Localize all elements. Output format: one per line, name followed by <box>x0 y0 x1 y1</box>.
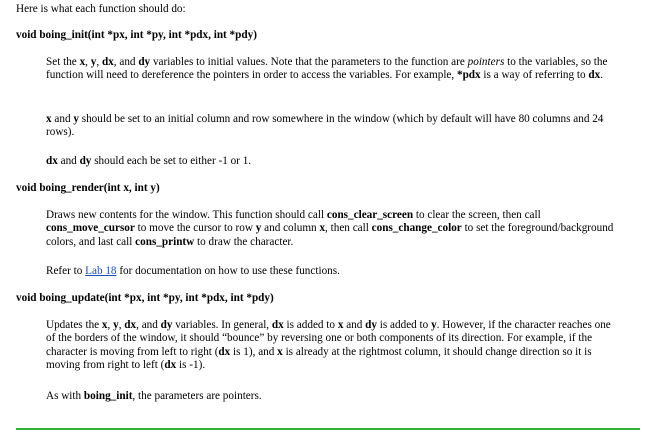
function-signature-boing-update: void boing_update(int *px, int *py, int *pdx, int *pdy) <box>16 292 274 304</box>
boing-update-pointer-note: As with boing_init, the parameters are pointers. <box>46 390 262 402</box>
intro-text: Here is what each function should do: <box>16 3 186 15</box>
lab-18-link[interactable]: Lab 18 <box>85 265 117 277</box>
boing-render-reference: Refer to Lab 18 for documentation on how to use these functions. <box>46 265 340 277</box>
boing-init-xy-note: x and y should be set to an initial column and row somewhere in the window (which by default will have 80 columns and 24 rows). <box>46 113 604 139</box>
function-signature-boing-render: void boing_render(int x, int y) <box>16 182 160 194</box>
boing-render-description: Draws new contents for the window. This function should call cons_clear_screen to clear the screen, then call cons_move_cursor to move the cursor to row y and column x, then call cons_change_color to set the foreground/background colors, and last call cons_printw to draw the character. <box>46 209 614 248</box>
boing-init-description: Set the x, y, dx, and dy variables to initial values. Note that the parameters to the function are pointers to the variables, so the function will need to dereference the pointers in order to access the variables. For example, *pdx is a way of referring to dx. <box>46 56 608 82</box>
function-signature-boing-init: void boing_init(int *px, int *py, int *pdx, int *pdy) <box>16 29 257 41</box>
section-divider <box>16 428 640 430</box>
boing-update-description: Updates the x, y, dx, and dy variables. In general, dx is added to x and dy is added to y. However, if the character reaches one of the borders of the window, it should “bounce” by reversing one or both components of its direction. For example, if the character is moving from left to right (dx is 1), and x is already at the rightmost column, it should change direction so it is moving from right to left (dx is -1). <box>46 319 611 372</box>
boing-init-dxdy-note: dx and dy should each be set to either -1 or 1. <box>46 155 252 167</box>
